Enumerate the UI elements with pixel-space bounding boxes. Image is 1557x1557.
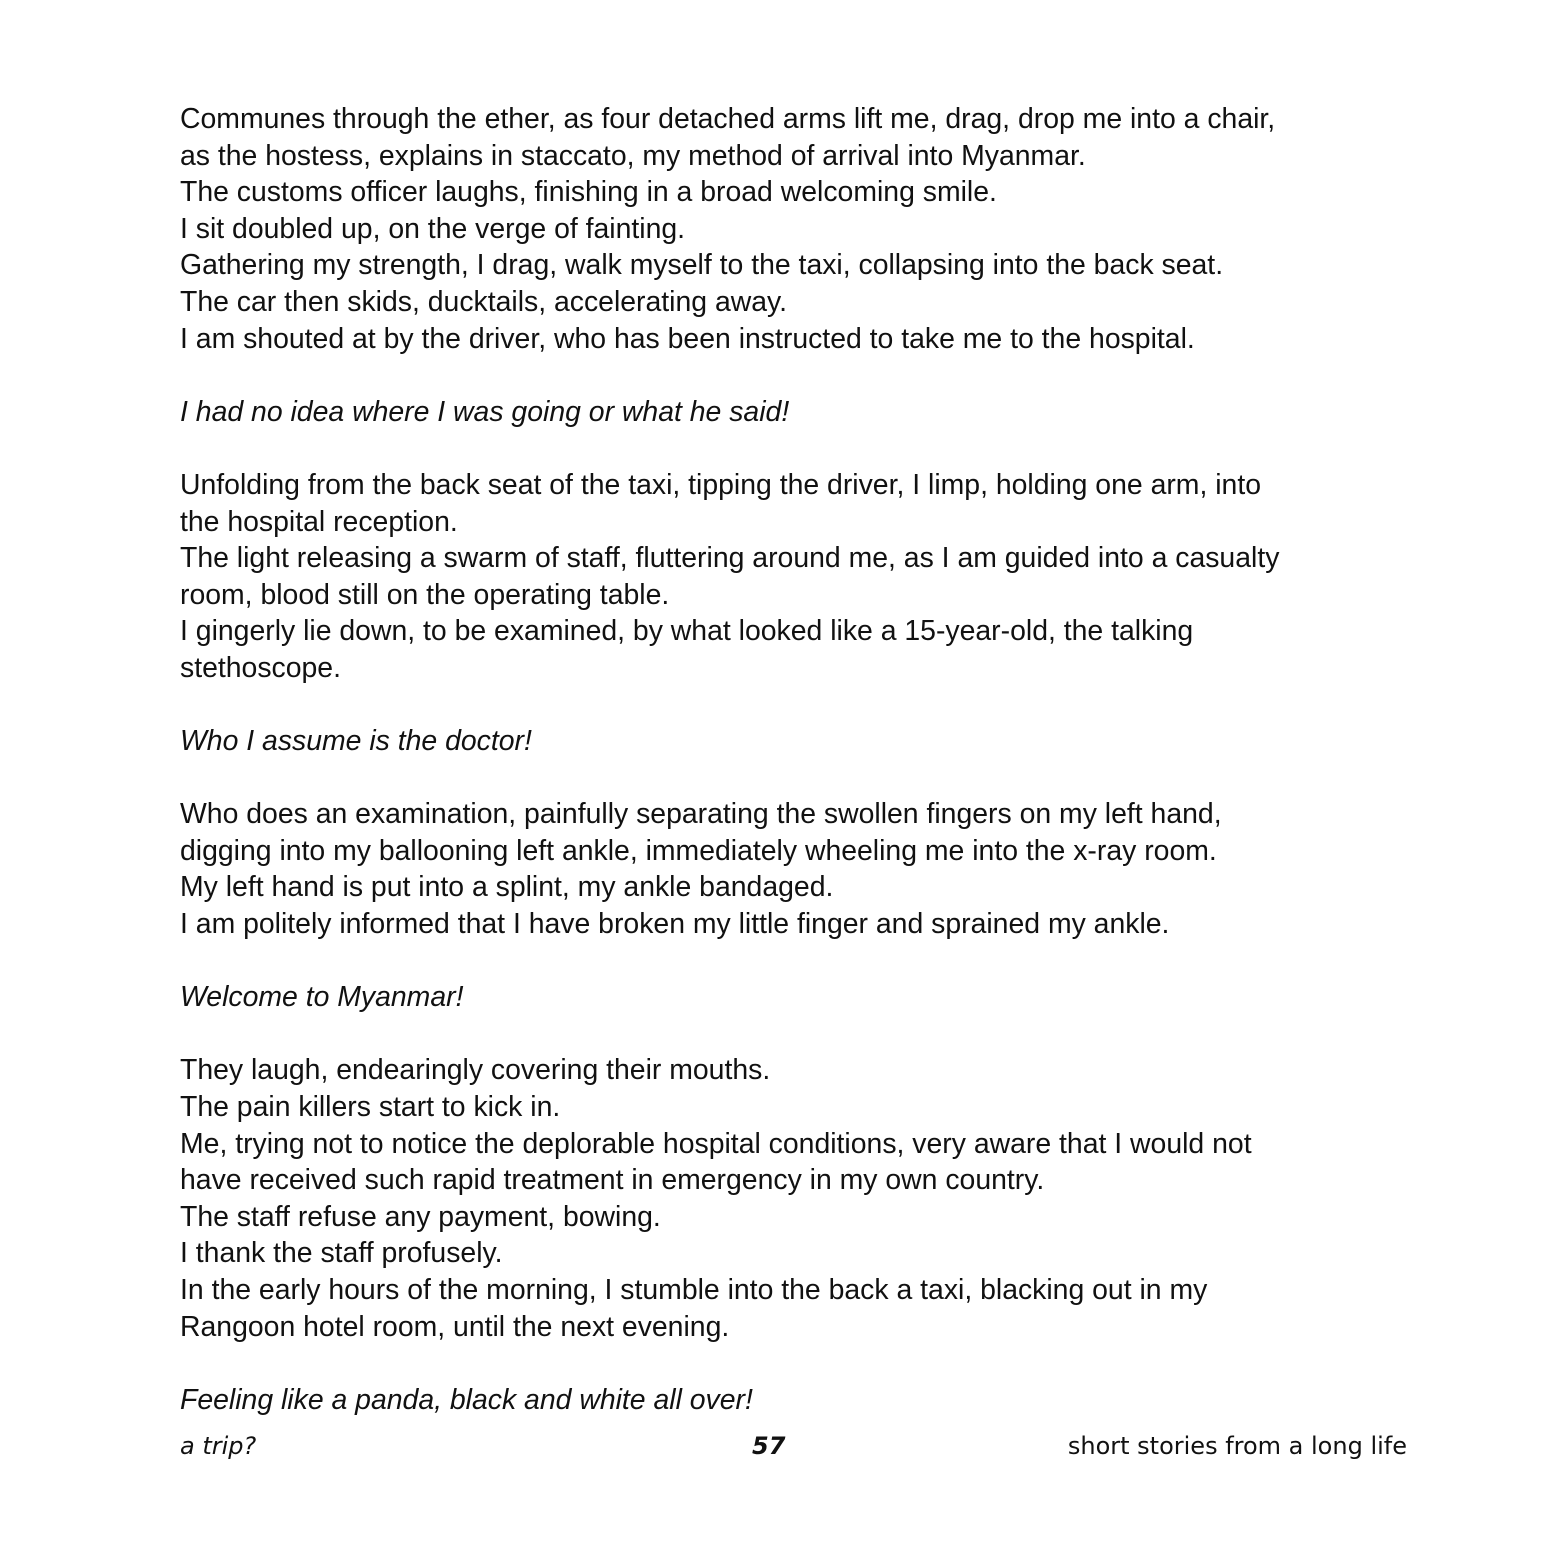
story-text xyxy=(180,101,1400,1418)
text-line: Rangoon hotel room, until the next evening. xyxy=(180,1310,730,1343)
text-line: I thank the staff profusely. xyxy=(180,1237,503,1270)
paragraph-gap xyxy=(180,1016,1400,1053)
text-line: The customs officer laughs, finishing in a broad welcoming smile. xyxy=(180,176,997,209)
text-line: I sit doubled up, on the verge of fainting. xyxy=(180,212,686,245)
text-line: Me, trying not to notice the deplorable hospital conditions, very aware that I would not xyxy=(180,1127,1252,1160)
text-line: as the hostess, explains in staccato, my method of arrival into Myanmar. xyxy=(180,139,1086,172)
paragraph-gap xyxy=(180,943,1400,980)
text-line: Gathering my strength, I drag, walk myself to the taxi, collapsing into the back seat. xyxy=(180,249,1224,282)
text-line: have received such rapid treatment in emergency in my own country. xyxy=(180,1164,1045,1197)
text-line: The pain killers start to kick in. xyxy=(180,1091,561,1124)
paragraph-gap xyxy=(180,1345,1400,1382)
text-line: The staff refuse any payment, bowing. xyxy=(180,1200,661,1233)
text-line: They laugh, endearingly covering their mouths. xyxy=(180,1054,771,1087)
paragraph-examination xyxy=(180,796,1400,942)
page-number: 57 xyxy=(752,1432,786,1460)
paragraph-departure xyxy=(180,1052,1400,1345)
italic-aside: Who I assume is the doctor! xyxy=(180,725,532,758)
italic-aside: Feeling like a panda, black and white all over! xyxy=(180,1383,753,1416)
text-line: Unfolding from the back seat of the taxi, tipping the driver, I limp, holding one arm, into xyxy=(180,468,1262,501)
text-line: My left hand is put into a splint, my ankle bandaged. xyxy=(180,871,834,904)
page-footer xyxy=(0,1432,1557,1472)
footer-chapter-title: a trip? xyxy=(180,1432,257,1460)
text-line: I am politely informed that I have broken my little finger and sprained my ankle. xyxy=(180,908,1170,941)
text-line: The car then skids, ducktails, accelerating away. xyxy=(180,285,788,318)
paragraph-hospital xyxy=(180,467,1400,687)
text-line: digging into my ballooning left ankle, immediately wheeling me into the x-ray room. xyxy=(180,834,1217,867)
italic-aside: I had no idea where I was going or what he said! xyxy=(180,395,790,428)
paragraph-gap xyxy=(180,430,1400,467)
text-line: stethoscope. xyxy=(180,651,341,684)
italic-aside: Welcome to Myanmar! xyxy=(180,981,464,1014)
text-line: I am shouted at by the driver, who has been instructed to take me to the hospital. xyxy=(180,322,1195,355)
text-line: the hospital reception. xyxy=(180,505,458,538)
paragraph-gap xyxy=(180,760,1400,797)
paragraph-gap xyxy=(180,357,1400,394)
text-line: The light releasing a swarm of staff, fluttering around me, as I am guided into a casualty xyxy=(180,542,1280,575)
paragraph-arrival xyxy=(180,101,1400,357)
text-line: I gingerly lie down, to be examined, by what looked like a 15-year-old, the talking xyxy=(180,615,1194,648)
paragraph-gap xyxy=(180,687,1400,724)
footer-book-title: short stories from a long life xyxy=(1067,1432,1407,1460)
text-line: room, blood still on the operating table. xyxy=(180,578,670,611)
text-line: Communes through the ether, as four detached arms lift me, drag, drop me into a chair, xyxy=(180,103,1276,135)
text-line: In the early hours of the morning, I stumble into the back a taxi, blacking out in my xyxy=(180,1274,1208,1306)
text-line: Who does an examination, painfully separating the swollen fingers on my left hand, xyxy=(180,798,1222,831)
